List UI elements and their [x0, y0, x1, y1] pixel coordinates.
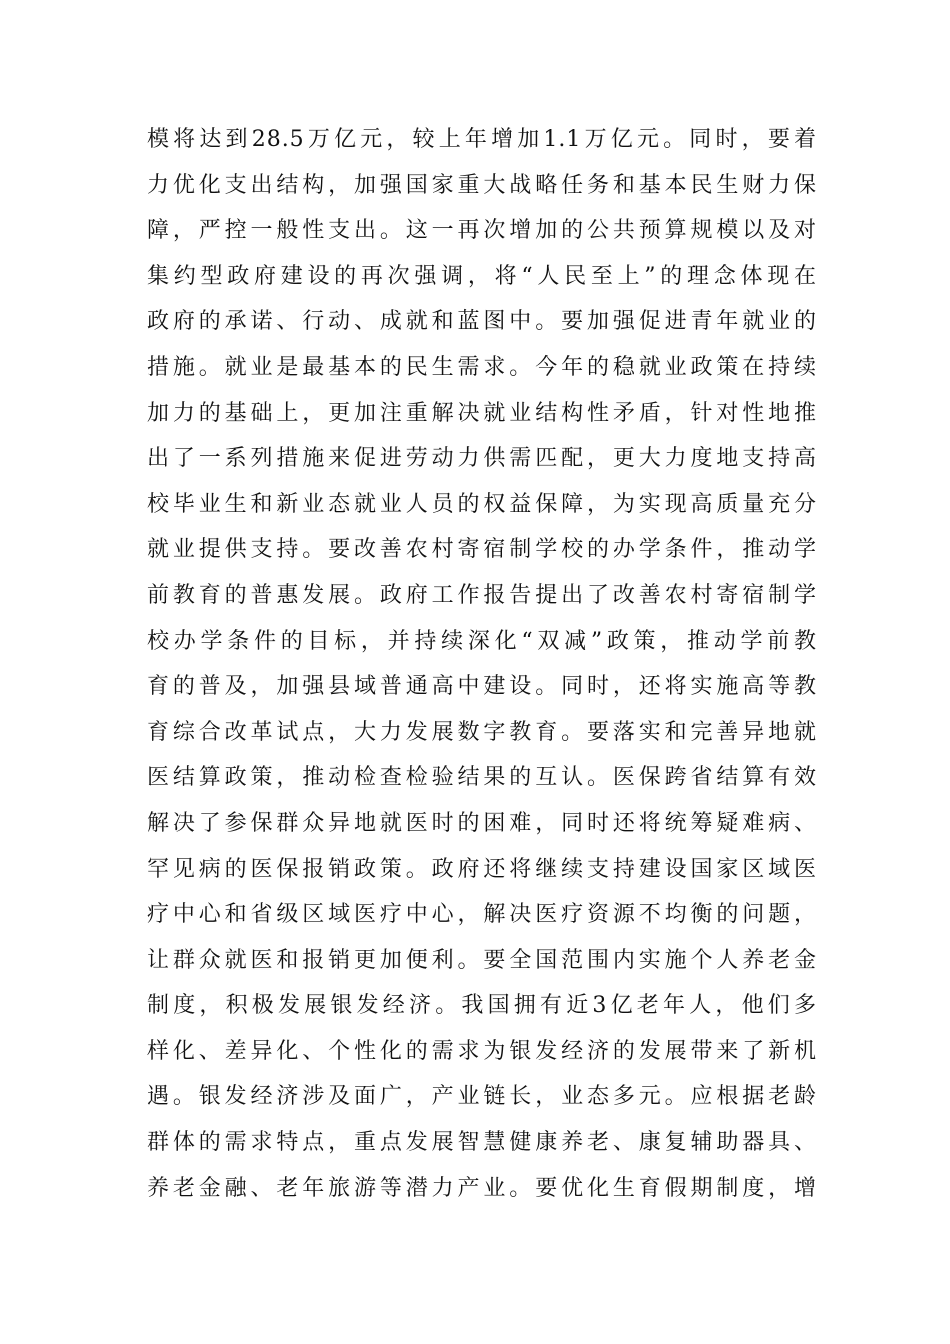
text-line-22: 遇。银发经济涉及面广，产业链长，业态多元。应根据老龄 — [147, 1084, 817, 1110]
text-line-9: 校毕业生和新业态就业人员的权益保障，为实现高质量充分 — [147, 491, 817, 517]
text-line-14: 育综合改革试点，大力发展数字教育。要落实和完善异地就 — [147, 719, 817, 745]
text-line-13: 育的普及，加强县域普通高中建设。同时，还将实施高等教 — [147, 674, 817, 700]
text-line-19: 让群众就医和报销更加便利。要全国范围内实施个人养老金 — [147, 947, 817, 973]
text-line-1: 模将达到28.5万亿元，较上年增加1.1万亿元。同时，要着 — [147, 127, 817, 152]
text-line-21: 样化、差异化、个性化的需求为银发经济的发展带来了新机 — [147, 1038, 817, 1064]
text-line-8: 出了一系列措施来促进劳动力供需匹配，更大力度地支持高 — [147, 446, 817, 472]
text-line-2: 力优化支出结构，加强国家重大战略任务和基本民生财力保 — [147, 172, 817, 198]
text-line-18: 疗中心和省级区域医疗中心，解决医疗资源不均衡的问题， — [147, 902, 817, 928]
text-line-3: 障，严控一般性支出。这一再次增加的公共预算规模以及对 — [147, 218, 817, 244]
text-line-12: 校办学条件的目标，并持续深化“双减”政策，推动学前教 — [147, 628, 817, 654]
text-line-24: 养老金融、老年旅游等潜力产业。要优化生育假期制度，增 — [147, 1175, 817, 1201]
text-line-23: 群体的需求特点，重点发展智慧健康养老、康复辅助器具、 — [147, 1130, 817, 1156]
text-line-16: 解决了参保群众异地就医时的困难，同时还将统筹疑难病、 — [147, 810, 817, 836]
body-text — [147, 122, 817, 1207]
text-line-11: 前教育的普惠发展。政府工作报告提出了改善农村寄宿制学 — [147, 582, 817, 608]
text-line-17: 罕见病的医保报销政策。政府还将继续支持建设国家区域医 — [147, 856, 817, 882]
text-line-7: 加力的基础上，更加注重解决就业结构性矛盾，针对性地推 — [147, 400, 817, 426]
text-line-5: 政府的承诺、行动、成就和蓝图中。要加强促进青年就业的 — [147, 309, 817, 335]
text-line-15: 医结算政策，推动检查检验结果的互认。医保跨省结算有效 — [147, 765, 817, 791]
text-line-20: 制度，积极发展银发经济。我国拥有近3亿老年人，他们多 — [147, 993, 817, 1019]
text-line-4: 集约型政府建设的再次强调，将“人民至上”的理念体现在 — [147, 263, 817, 289]
text-line-10: 就业提供支持。要改善农村寄宿制学校的办学条件，推动学 — [147, 537, 817, 563]
text-line-6: 措施。就业是最基本的民生需求。今年的稳就业政策在持续 — [147, 354, 817, 380]
